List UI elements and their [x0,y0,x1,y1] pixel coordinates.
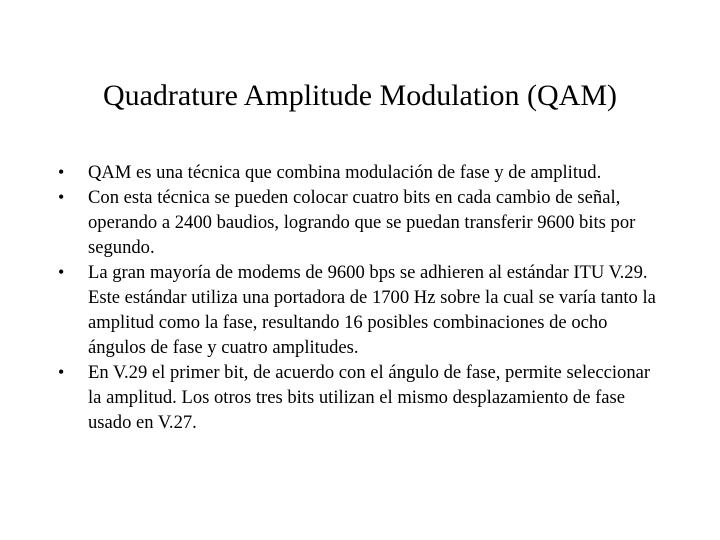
bullet-list [58,160,668,435]
bullet-text: En V.29 el primer bit, de acuerdo con el ángulo de fase, permite seleccionar la amplitud. Los otros tres bits utilizan el mismo desplazamiento de fase usado en V.27. [88,362,651,433]
bullet-item [58,160,668,185]
bullet-text: QAM es una técnica que combina modulación de fase y de amplitud. [88,162,602,183]
bullet-item [58,185,668,260]
bullet-text: La gran mayoría de modems de 9600 bps se adhieren al estándar ITU V.29. Este estándar utiliza una portadora de 1700 Hz sobre la cual se varía tanto la amplitud como la fase, resultando 16 posibles combinaciones de ocho ángulos de fase y cuatro amplitudes. [88,262,656,358]
bullet-text: Con esta técnica se pueden colocar cuatro bits en cada cambio de señal, operando a 2400 baudios, logrando que se puedan transferir 9600 bits por segundo. [88,187,636,258]
bullet-item [58,360,668,435]
bullet-icon: • [58,362,65,382]
bullet-icon: • [58,162,65,182]
bullet-icon: • [58,262,65,282]
slide-title: Quadrature Amplitude Modulation (QAM) [102,79,618,112]
bullet-item [58,260,668,360]
bullet-icon: • [58,187,65,207]
